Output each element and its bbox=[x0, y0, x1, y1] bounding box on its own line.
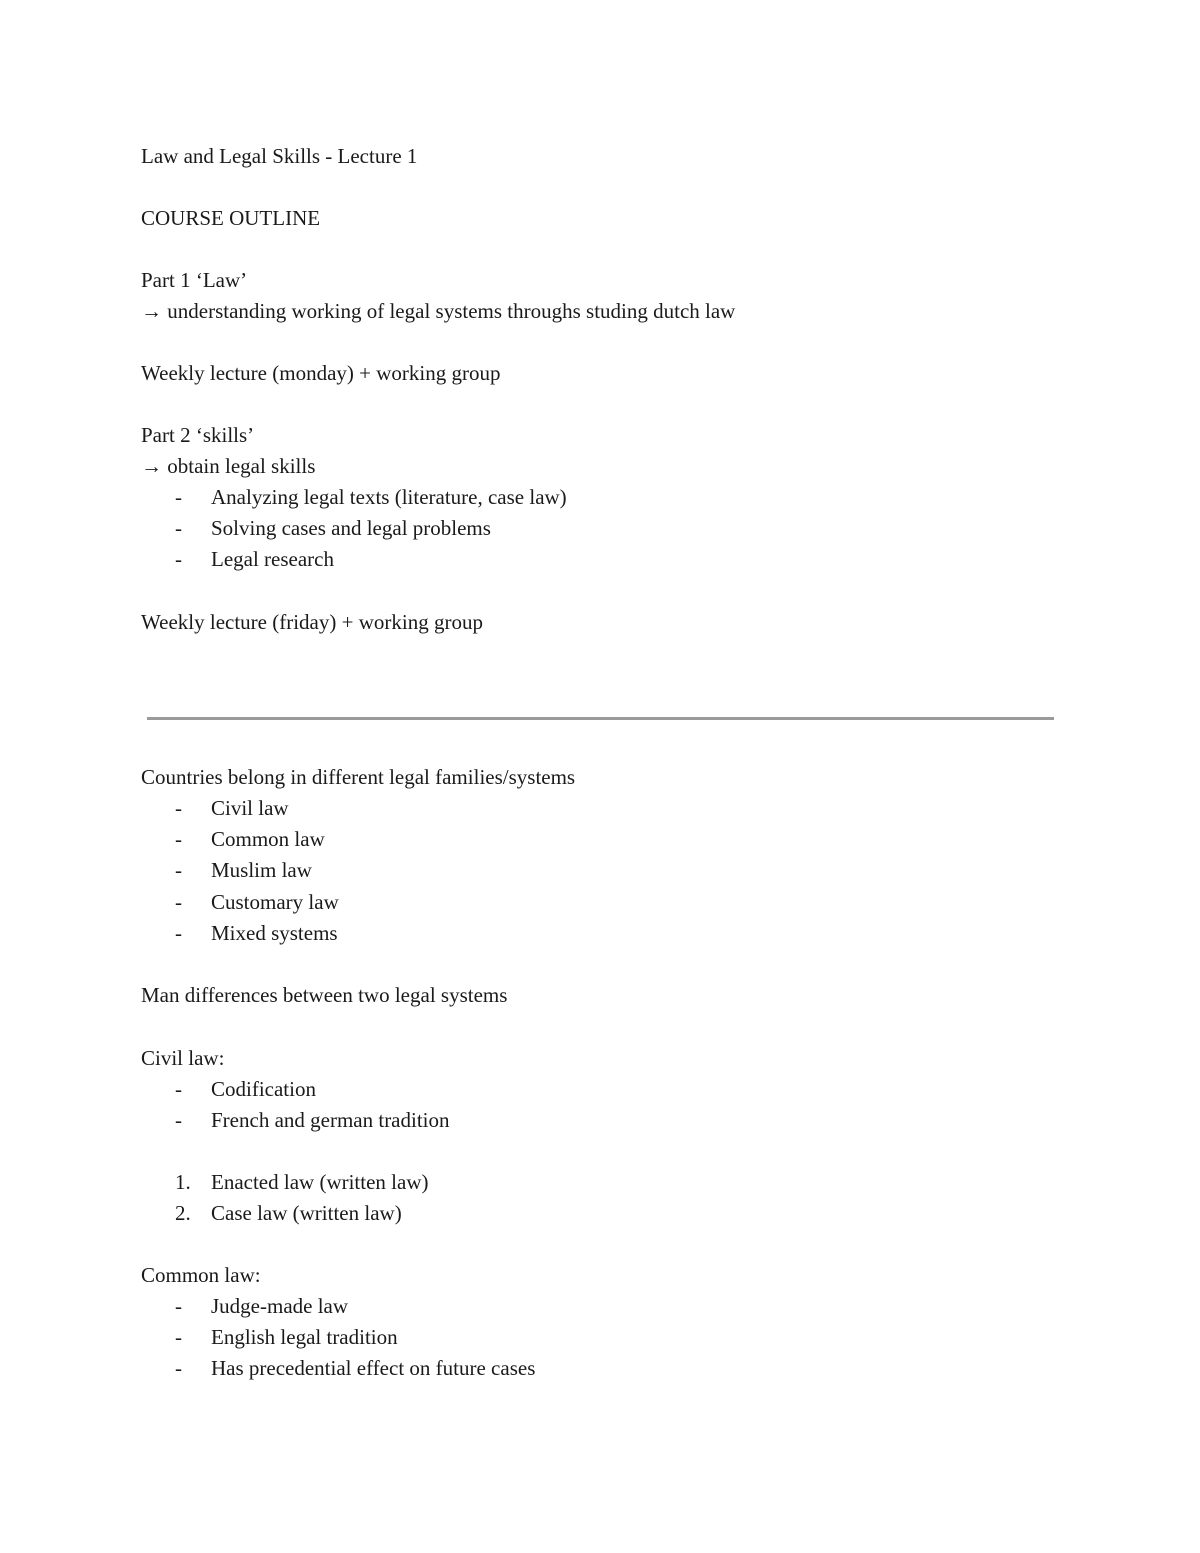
common-law-bullet-2: English legal tradition bbox=[211, 1325, 398, 1349]
course-outline-heading: COURSE OUTLINE bbox=[141, 206, 321, 230]
part2-bullet-2: Solving cases and legal problems bbox=[211, 516, 491, 540]
bullet-marker: - bbox=[175, 485, 182, 509]
bullet-marker: - bbox=[175, 890, 182, 914]
families-bullet-4: Customary law bbox=[211, 890, 339, 914]
bullet-marker: - bbox=[175, 1294, 182, 1318]
bullet-marker: - bbox=[175, 1356, 182, 1380]
common-law-bullet-1: Judge-made law bbox=[211, 1294, 349, 1318]
common-law-heading: Common law: bbox=[141, 1263, 261, 1287]
common-law-bullet-3: Has precedential effect on future cases bbox=[211, 1356, 536, 1380]
part2-description: → obtain legal skills bbox=[141, 454, 316, 478]
civil-law-numbered-1: Enacted law (written law) bbox=[211, 1170, 429, 1194]
families-bullet-2: Common law bbox=[211, 827, 325, 851]
bullet-marker: - bbox=[175, 1077, 182, 1101]
civil-law-bullet-1: Codification bbox=[211, 1077, 316, 1101]
part1-schedule: Weekly lecture (monday) + working group bbox=[141, 361, 501, 385]
numbered-marker: 1. bbox=[175, 1170, 191, 1194]
bullet-marker: - bbox=[175, 827, 182, 851]
families-bullet-3: Muslim law bbox=[211, 858, 312, 882]
part1-description: → understanding working of legal systems throughs studing dutch law bbox=[141, 299, 736, 323]
bullet-marker: - bbox=[175, 858, 182, 882]
part2-bullet-1: Analyzing legal texts (literature, case law) bbox=[211, 485, 567, 509]
document-title: Law and Legal Skills - Lecture 1 bbox=[141, 144, 418, 168]
horizontal-divider bbox=[147, 717, 1054, 720]
civil-law-heading: Civil law: bbox=[141, 1046, 225, 1070]
part1-heading: Part 1 ‘Law’ bbox=[141, 268, 248, 292]
differences-heading: Man differences between two legal systems bbox=[141, 983, 508, 1007]
families-bullet-1: Civil law bbox=[211, 796, 289, 820]
bullet-marker: - bbox=[175, 796, 182, 820]
part2-schedule: Weekly lecture (friday) + working group bbox=[141, 610, 483, 634]
civil-law-bullet-2: French and german tradition bbox=[211, 1108, 450, 1132]
civil-law-numbered-2: Case law (written law) bbox=[211, 1201, 402, 1225]
numbered-marker: 2. bbox=[175, 1201, 191, 1225]
part2-bullet-3: Legal research bbox=[211, 547, 334, 571]
bullet-marker: - bbox=[175, 516, 182, 540]
bullet-marker: - bbox=[175, 1325, 182, 1349]
families-bullet-5: Mixed systems bbox=[211, 921, 338, 945]
bullet-marker: - bbox=[175, 1108, 182, 1132]
bullet-marker: - bbox=[175, 547, 182, 571]
bullet-marker: - bbox=[175, 921, 182, 945]
part2-heading: Part 2 ‘skills’ bbox=[141, 423, 255, 447]
families-heading: Countries belong in different legal families/systems bbox=[141, 765, 576, 789]
